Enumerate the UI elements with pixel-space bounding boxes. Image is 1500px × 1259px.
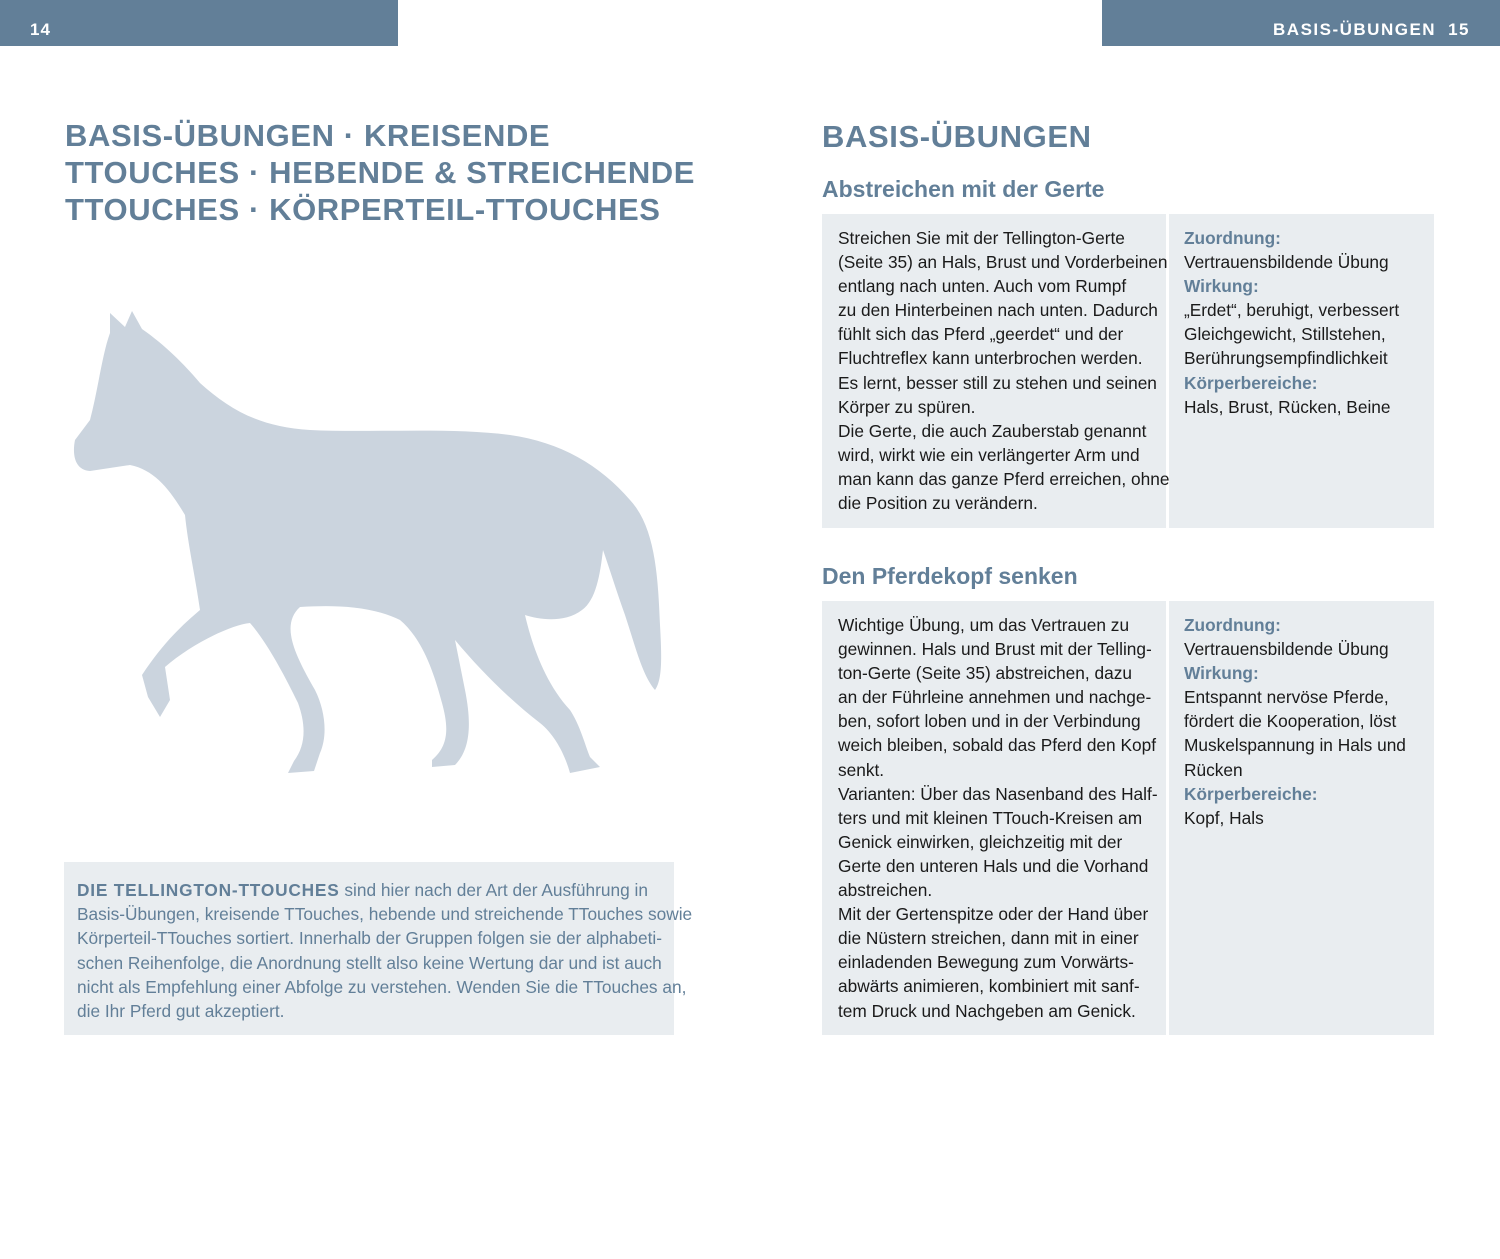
- page-number-left: 14: [30, 20, 51, 39]
- title-line: TTOUCHES · HEBENDE & STREICHENDE: [65, 155, 696, 190]
- desc-line: ters und mit kleinen TTouch-Kreisen am: [838, 807, 1143, 828]
- wirkung-value: Gleichgewicht, Stillstehen,: [1184, 324, 1386, 345]
- desc-line: an der Führleine annehmen und nachge-: [838, 687, 1152, 708]
- exercise-description: [822, 601, 1166, 1035]
- zuordnung-value: Vertrauensbildende Übung: [1184, 252, 1389, 273]
- running-title: BASIS-ÜBUNGEN: [1273, 20, 1437, 39]
- running-header-right: [1273, 20, 1470, 40]
- wirkung-value: Entspannt nervöse Pferde,: [1184, 687, 1389, 708]
- desc-line: Die Gerte, die auch Zauberstab genannt: [838, 420, 1147, 441]
- desc-line: entlang nach unten. Auch vom Rumpf: [838, 276, 1127, 297]
- info-box: [64, 862, 693, 1035]
- info-line: Körperteil-TTouches sortiert. Innerhalb der Gruppen folgen sie der alphabeti-: [77, 928, 663, 949]
- info-line: schen Reihenfolge, die Anordnung stellt also keine Wertung dar und ist auch: [77, 952, 662, 973]
- desc-line: weich bleiben, sobald das Pferd den Kopf: [838, 735, 1156, 756]
- desc-line: zu den Hinterbeinen nach unten. Dadurch: [838, 300, 1158, 321]
- koerper-label: Körperbereiche:: [1184, 372, 1318, 393]
- desc-line: ton-Gerte (Seite 35) abstreichen, dazu: [838, 663, 1132, 684]
- wirkung-value: Rücken: [1184, 759, 1243, 780]
- horse-body-shape: [74, 311, 661, 773]
- desc-line: man kann das ganze Pferd erreichen, ohne: [838, 468, 1170, 489]
- title-line: BASIS-ÜBUNGEN · KREISENDE: [65, 118, 551, 153]
- desc-line: einladenden Bewegung zum Vorwärts-: [838, 952, 1134, 973]
- desc-line: Mit der Gertenspitze oder der Hand über: [838, 904, 1149, 925]
- info-line: die Ihr Pferd gut akzeptiert.: [77, 1001, 285, 1022]
- zuordnung-value: Vertrauensbildende Übung: [1184, 639, 1389, 660]
- exercise-description: [822, 214, 1170, 528]
- exercise-meta: [1169, 601, 1434, 1035]
- info-lead: DIE TELLINGTON-TTOUCHES: [77, 880, 340, 900]
- desc-line: senkt.: [838, 759, 885, 780]
- zuordnung-label: Zuordnung:: [1184, 615, 1281, 635]
- wirkung-value: Berührungsempfindlichkeit: [1184, 348, 1388, 369]
- desc-line: die Position zu verändern.: [838, 493, 1038, 514]
- desc-line: Es lernt, besser still zu stehen und seinen: [838, 372, 1157, 393]
- wirkung-value: fördert die Kooperation, löst: [1184, 711, 1397, 732]
- exercise-box: [822, 601, 1434, 1035]
- desc-line: die Nüstern streichen, dann mit in einer: [838, 928, 1139, 949]
- desc-line: abwärts animieren, kombiniert mit sanf-: [838, 976, 1140, 997]
- desc-line: tem Druck und Nachgeben am Genick.: [838, 1000, 1136, 1021]
- koerper-label: Körperbereiche:: [1184, 783, 1318, 804]
- page-number-right: 15: [1448, 20, 1470, 39]
- desc-line: Gerte den unteren Hals und die Vorhand: [838, 855, 1149, 876]
- exercise-title: Abstreichen mit der Gerte: [822, 176, 1105, 202]
- desc-line: fühlt sich das Pferd „geerdet“ und der: [838, 324, 1124, 345]
- header-bar-left: [0, 0, 398, 46]
- info-line: Basis-Übungen, kreisende TTouches, hebende und streichende TTouches sowie: [77, 904, 693, 925]
- exercise-box: [822, 214, 1434, 528]
- wirkung-value: Muskelspannung in Hals und: [1184, 735, 1406, 756]
- exercise-meta: [1169, 214, 1434, 528]
- info-line: [77, 878, 662, 902]
- section-title: BASIS-ÜBUNGEN: [822, 119, 1092, 154]
- page-title: [65, 117, 705, 228]
- exercise-title: Den Pferdekopf senken: [822, 563, 1078, 589]
- desc-line: Fluchtreflex kann unterbrochen werden.: [838, 348, 1143, 369]
- wirkung-label: Wirkung:: [1184, 276, 1259, 297]
- desc-line: ben, sofort loben und in der Verbindung: [838, 711, 1141, 732]
- info-text: sind hier nach der Art der Ausführung in: [339, 880, 648, 900]
- desc-line: Körper zu spüren.: [838, 396, 976, 417]
- zuordnung-label: Zuordnung:: [1184, 228, 1281, 248]
- desc-line: gewinnen. Hals und Brust mit der Telling-: [838, 639, 1152, 660]
- koerper-value: Kopf, Hals: [1184, 807, 1264, 828]
- desc-line: Varianten: Über das Nasenband des Half-: [838, 783, 1158, 804]
- title-line: TTOUCHES · KÖRPERTEIL-TTOUCHES: [65, 192, 661, 227]
- desc-line: (Seite 35) an Hals, Brust und Vorderbeinen: [838, 252, 1168, 273]
- desc-line: Genick einwirken, gleichzeitig mit der: [838, 831, 1123, 852]
- desc-line: Streichen Sie mit der Tellington-Gerte: [838, 228, 1125, 248]
- koerper-value: Hals, Brust, Rücken, Beine: [1184, 396, 1391, 417]
- desc-line: abstreichen.: [838, 880, 933, 901]
- desc-line: wird, wirkt wie ein verlängerter Arm und: [838, 444, 1140, 465]
- wirkung-label: Wirkung:: [1184, 663, 1259, 684]
- horse-silhouette-icon: [70, 305, 670, 780]
- info-line: nicht als Empfehlung einer Abfolge zu verstehen. Wenden Sie die TTouches an,: [77, 976, 687, 997]
- wirkung-value: „Erdet“, beruhigt, verbessert: [1184, 300, 1400, 321]
- desc-line: Wichtige Übung, um das Vertrauen zu: [838, 615, 1130, 635]
